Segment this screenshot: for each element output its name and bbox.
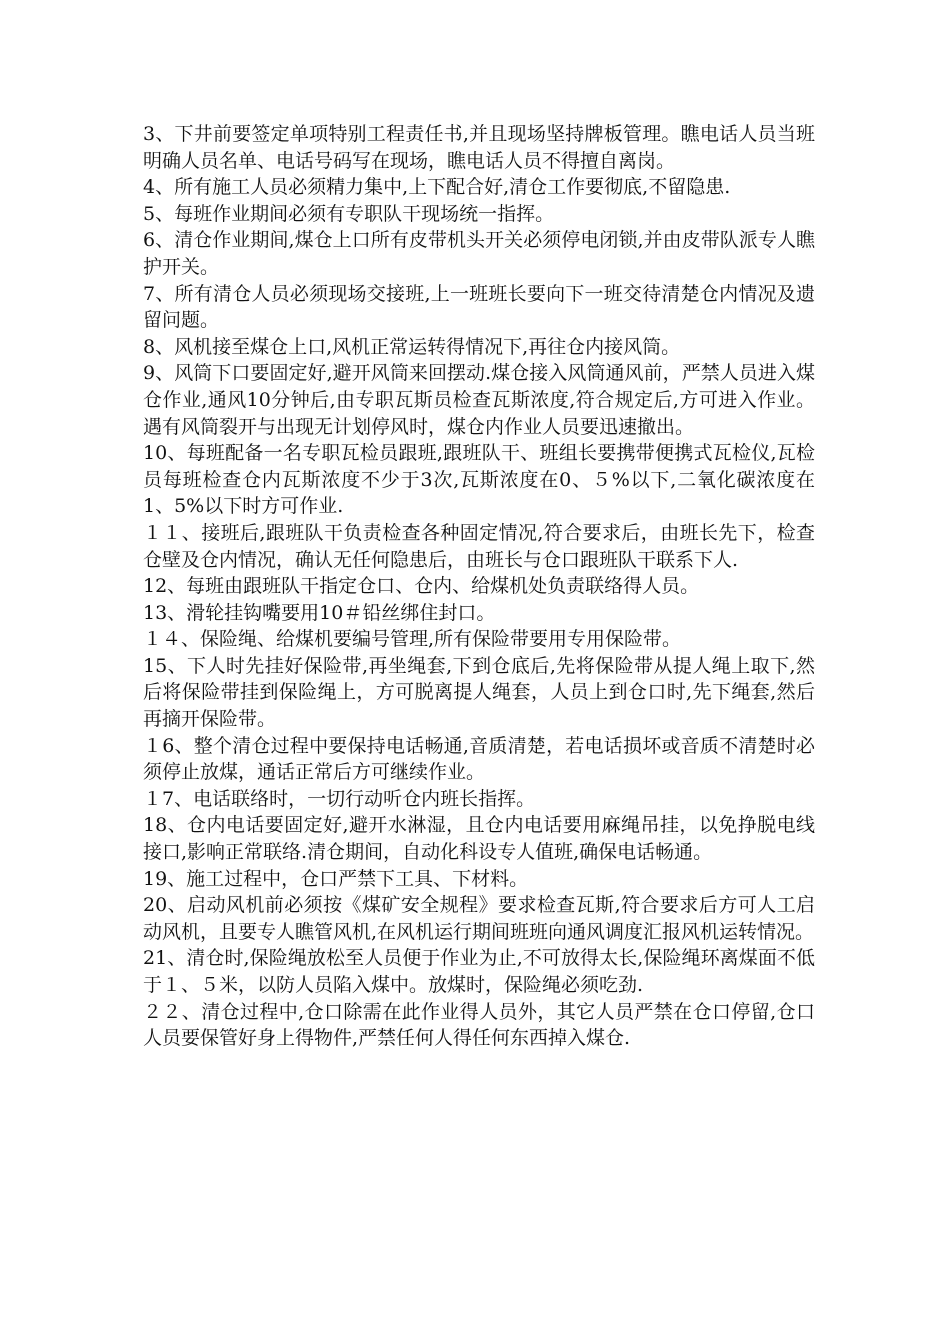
paragraph-item-17: １7、电话联络时，一切行动听仓内班长指挥。 bbox=[143, 787, 536, 810]
paragraph-item-6: 6、清仓作业期间,煤仓上口所有皮带机头开关必须停电闭锁,并由皮带队派专人瞧护开关。 bbox=[143, 229, 815, 278]
paragraph-item-7: 7、所有清仓人员必须现场交接班,上一班班长要向下一班交待清楚仓内情况及遗留问题。 bbox=[143, 282, 815, 332]
paragraph-item-19: 19、施工过程中，仓口严禁下工具、下材料。 bbox=[143, 867, 529, 890]
paragraph-item-16: １6、整个清仓过程中要保持电话畅通,音质清楚，若电话损坏或音质不清楚时必须停止放煤，通话正常后方可继续作业。 bbox=[143, 734, 815, 784]
paragraph-item-20: 20、启动风机前必须按《煤矿安全规程》要求检查瓦斯,符合要求后方可人工启动风机，且要专人瞧管风机,在风机运行期间班班向通风调度汇报风机运转情况。 bbox=[143, 894, 815, 943]
document-body bbox=[143, 121, 815, 1052]
paragraph-item-14: １４、保险绳、给煤机要编号管理,所有保险带要用专用保险带。 bbox=[143, 628, 682, 651]
paragraph-item-8: 8、风机接至煤仓上口,风机正常运转得情况下,再往仓内接风筒。 bbox=[143, 335, 681, 358]
paragraph-item-22: ２２、清仓过程中,仓口除需在此作业得人员外，其它人员严禁在仓口停留,仓口人员要保管好身上得物件,严禁任何人得任何东西掉入煤仓. bbox=[143, 1000, 815, 1050]
paragraph-item-12: 12、每班由跟班队干指定仓口、仓内、给煤机处负责联络得人员。 bbox=[143, 575, 700, 598]
paragraph-item-21: 21、清仓时,保险绳放松至人员便于作业为止,不可放得太长,保险绳环离煤面不低于１、５米，以防人员陷入煤中。放煤时，保险绳必须吃劲. bbox=[143, 947, 815, 996]
paragraph-item-3: 3、下井前要签定单项特别工程责任书,并且现场坚持牌板管理。瞧电话人员当班明确人员名单、电话号码写在现场，瞧电话人员不得擅自离岗。 bbox=[143, 123, 815, 172]
paragraph-item-10: 10、每班配备一名专职瓦检员跟班,跟班队干、班组长要携带便携式瓦检仪,瓦检员每班检查仓内瓦斯浓度不少于3次,瓦斯浓度在0、５%以下,二氧化碳浓度在1、5%以下时方可作业. bbox=[143, 442, 815, 518]
paragraph-item-15: 15、下人时先挂好保险带,再坐绳套,下到仓底后,先将保险带从提人绳上取下,然后将保险带挂到保险绳上，方可脱离提人绳套，人员上到仓口时,先下绳套,然后再摘开保险带。 bbox=[143, 654, 815, 731]
paragraph-item-5: 5、每班作业期间必须有专职队干现场统一指挥。 bbox=[143, 202, 555, 225]
paragraph-item-13: 13、滑轮挂钩嘴要用10＃铅丝绑住封口。 bbox=[143, 601, 496, 624]
paragraph-item-9: 9、风筒下口要固定好,避开风筒来回摆动.煤仓接入风筒通风前，严禁人员进入煤仓作业,通风10分钟后,由专职瓦斯员检查瓦斯浓度,符合规定后,方可进入作业。遇有风筒裂开与出现无计划停风时，煤仓内作业人员要迅速撤出。 bbox=[143, 362, 815, 438]
paragraph-item-4: 4、所有施工人员必须精力集中,上下配合好,清仓工作要彻底,不留隐患. bbox=[143, 176, 731, 199]
paragraph-item-11: １１、接班后,跟班队干负责检查各种固定情况,符合要求后，由班长先下，检查仓壁及仓内情况，确认无任何隐患后，由班长与仓口跟班队干联系下人. bbox=[143, 521, 815, 571]
paragraph-item-18: 18、仓内电话要固定好,避开水淋湿，且仓内电话要用麻绳吊挂，以免挣脱电线接口,影响正常联络.清仓期间，自动化科设专人值班,确保电话畅通。 bbox=[143, 814, 815, 864]
